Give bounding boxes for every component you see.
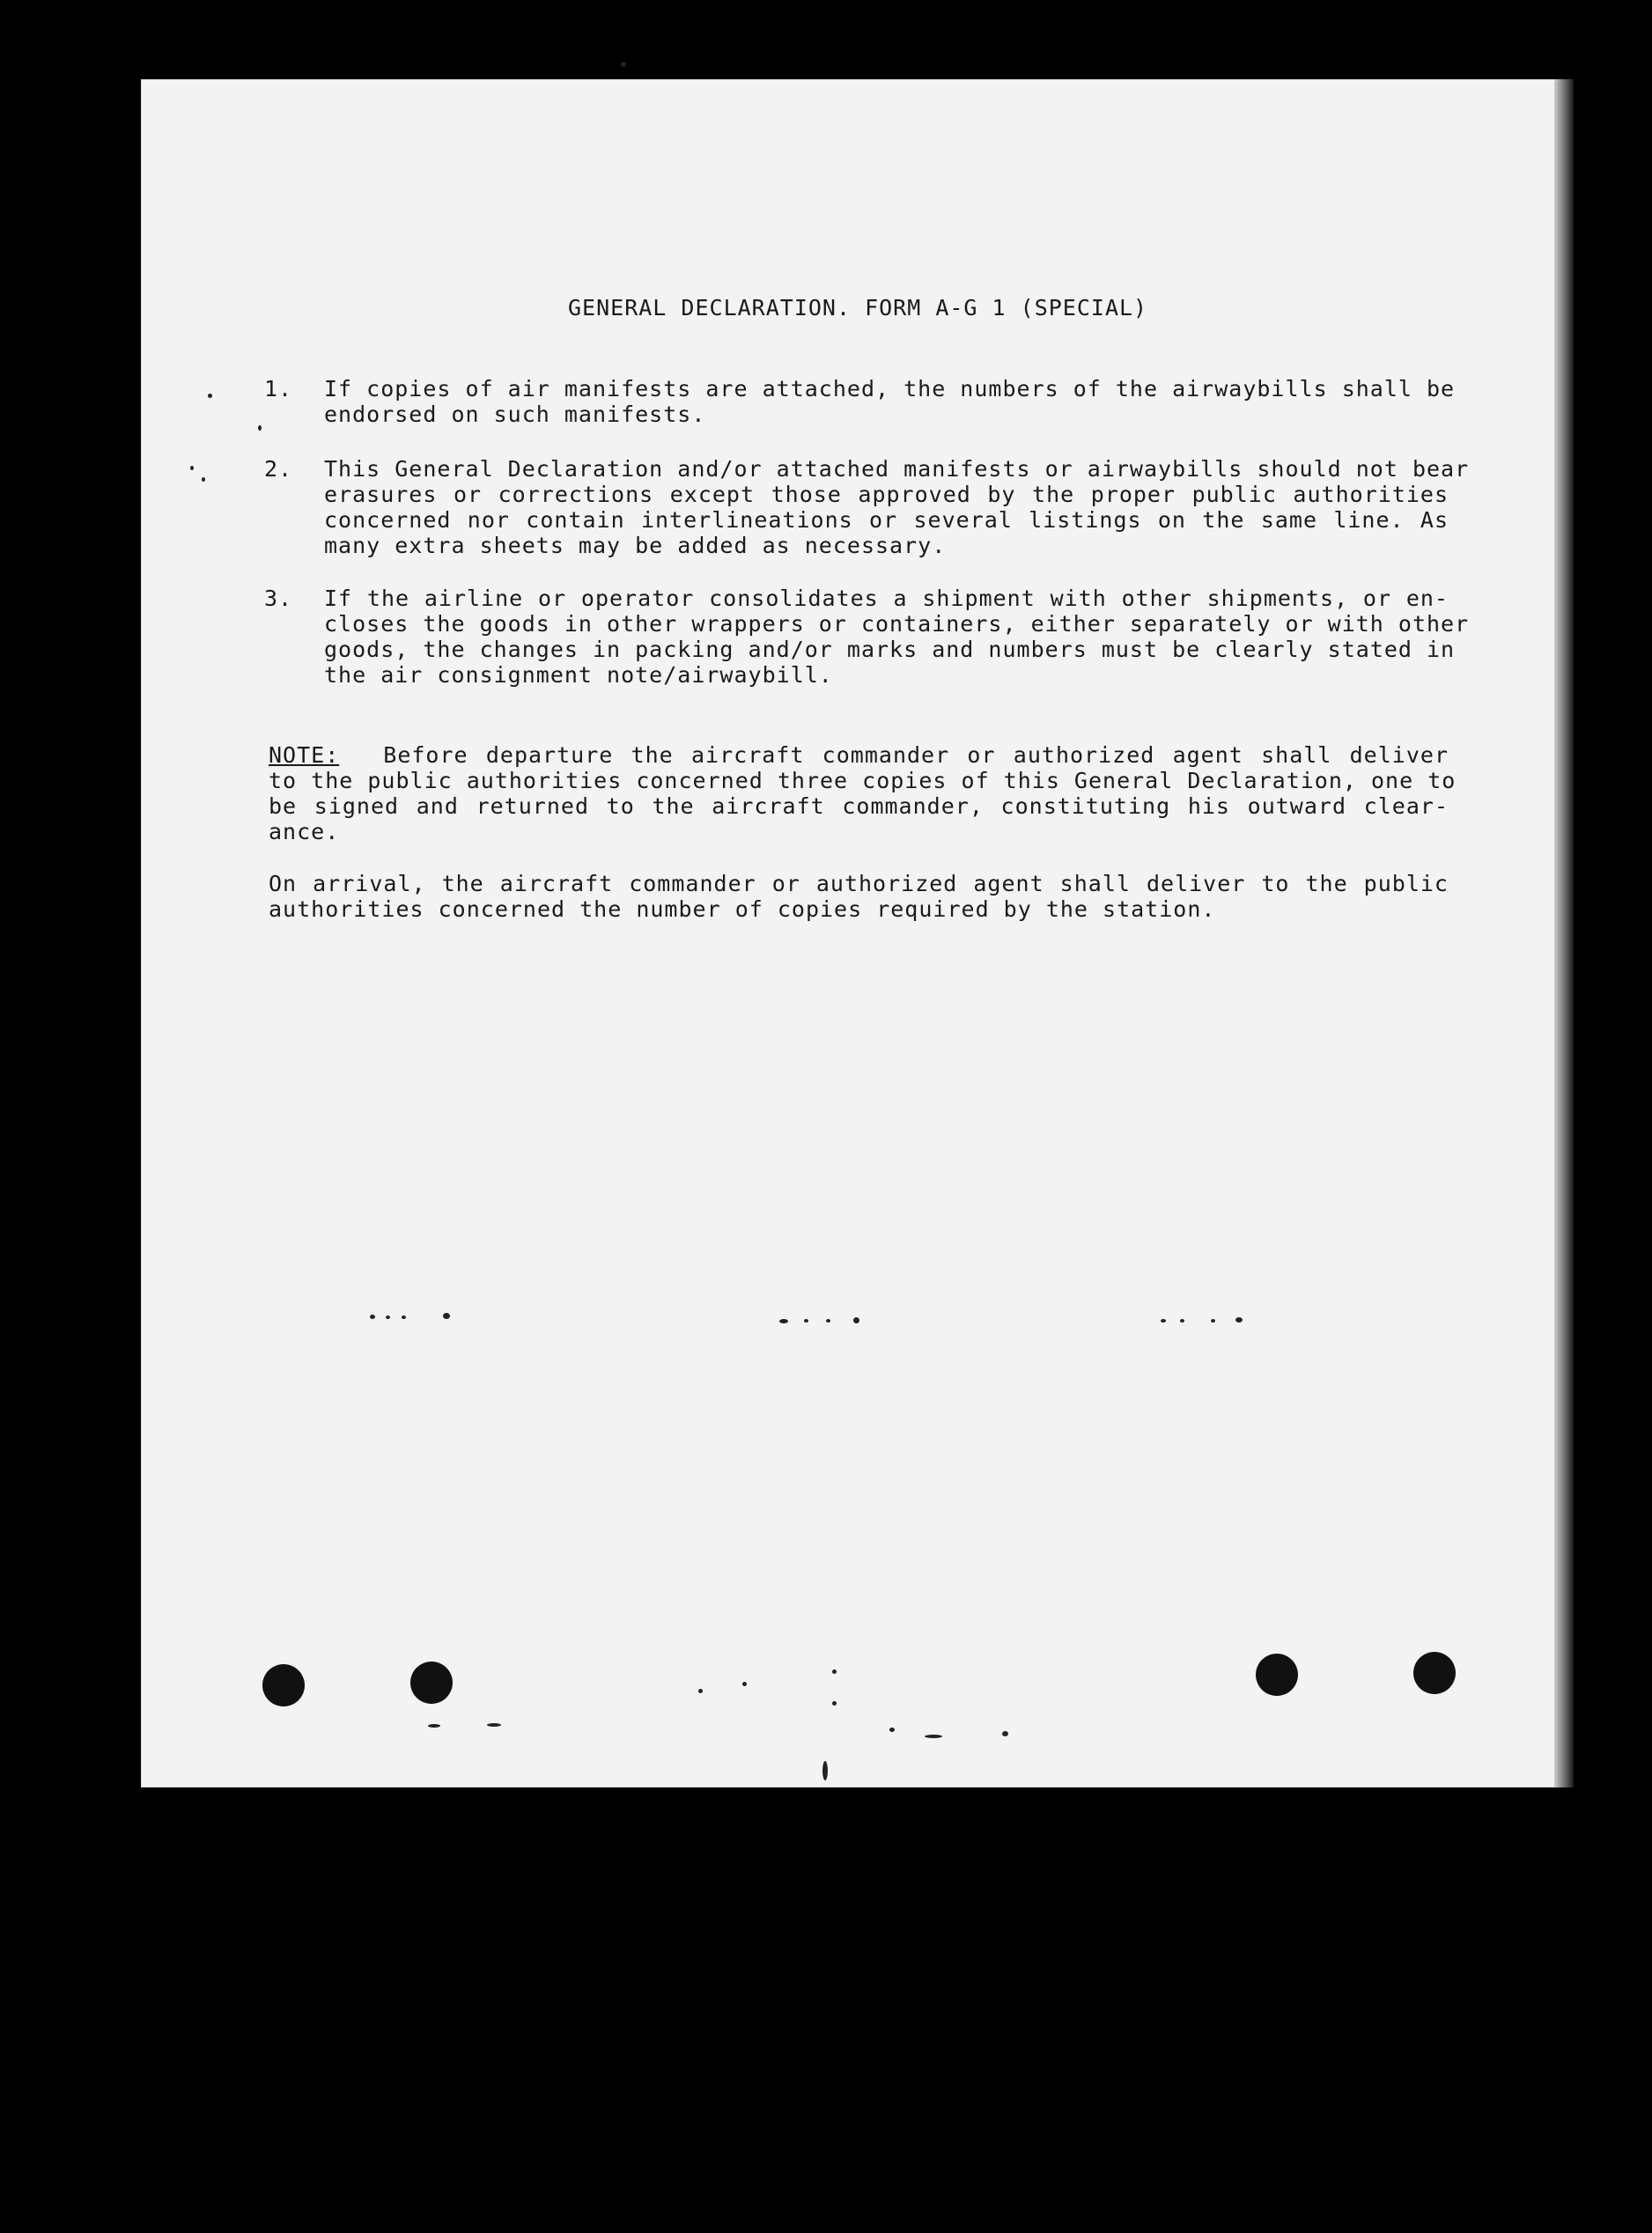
scan-speck (832, 1701, 837, 1706)
scan-speck (1002, 1731, 1008, 1736)
scan-speck (190, 466, 194, 470)
note-first-line (269, 742, 1449, 768)
scan-speck (804, 1319, 808, 1323)
scan-speck (1180, 1319, 1184, 1323)
scan-speck (487, 1723, 501, 1727)
punch-hole (410, 1662, 453, 1704)
document-page (141, 79, 1572, 1787)
scan-speck (889, 1728, 895, 1732)
arrival-line: authorities concerned the number of copies required by the station. (269, 896, 1216, 922)
item-line: If the airline or operator consolidates a shipment with other shipments, or en- (324, 586, 1449, 611)
scan-speck (208, 394, 212, 398)
scan-speck (428, 1724, 440, 1728)
punch-hole (1413, 1652, 1456, 1694)
arrival-line: On arrival, the aircraft commander or authorized agent shall deliver to the public (269, 871, 1449, 896)
item-text (324, 586, 1470, 688)
note-label: NOTE: (269, 742, 340, 768)
item-line: concerned nor contain interlineations or several listings on the same line. As (324, 507, 1449, 533)
scan-speck (386, 1315, 390, 1319)
scan-speck (826, 1319, 830, 1323)
note-line: to the public authorities concerned three copies of this General Declaration, one to (269, 768, 1457, 793)
scan-speck (742, 1682, 747, 1686)
note-paragraph (269, 742, 1457, 844)
item-number: 3. (264, 586, 293, 611)
scan-speck (779, 1319, 788, 1323)
punch-hole (262, 1664, 305, 1706)
item-line: erasures or corrections except those approved by the proper public authorities (324, 482, 1449, 507)
item-line: If copies of air manifests are attached, the numbers of the airwaybills shall be (324, 376, 1456, 402)
scan-speck (1161, 1319, 1166, 1323)
scan-speck (832, 1669, 837, 1674)
item-number: 2. (264, 456, 293, 482)
scan-speck (698, 1689, 703, 1693)
scan-speck (443, 1313, 450, 1319)
item-text (324, 456, 1470, 558)
item-line: goods, the changes in packing and/or marks and numbers must be clearly stated in (324, 637, 1456, 662)
scan-speck (853, 1317, 859, 1323)
scan-speck (258, 425, 262, 431)
item-line: closes the goods in other wrappers or containers, either separately or with other (324, 611, 1470, 637)
punch-hole (1256, 1654, 1298, 1696)
document-title: GENERAL DECLARATION. FORM A-G 1 (SPECIAL) (568, 295, 1148, 321)
scan-speck (1235, 1317, 1243, 1323)
item-number: 1. (264, 376, 293, 402)
note-line: ance. (269, 819, 340, 844)
scan-speck (1211, 1319, 1215, 1323)
scan-speck (925, 1735, 942, 1738)
item-text (324, 376, 1456, 427)
arrival-paragraph (269, 871, 1449, 922)
scan-speck (202, 477, 205, 482)
page-edge-shadow (1554, 79, 1574, 1787)
item-line: This General Declaration and/or attached manifests or airwaybills should not bear (324, 456, 1470, 482)
scan-speck (402, 1315, 406, 1319)
scan-speck (370, 1315, 375, 1319)
note-text: Before departure the aircraft commander or authorized agent shall deliver (383, 742, 1449, 768)
note-line: be signed and returned to the aircraft commander, constituting his outward clear- (269, 793, 1449, 819)
scan-speck (621, 62, 626, 67)
scan-speck (822, 1761, 828, 1780)
item-line: the air consignment note/airwaybill. (324, 662, 833, 688)
item-line: many extra sheets may be added as necessary. (324, 533, 947, 558)
item-line: endorsed on such manifests. (324, 402, 706, 427)
